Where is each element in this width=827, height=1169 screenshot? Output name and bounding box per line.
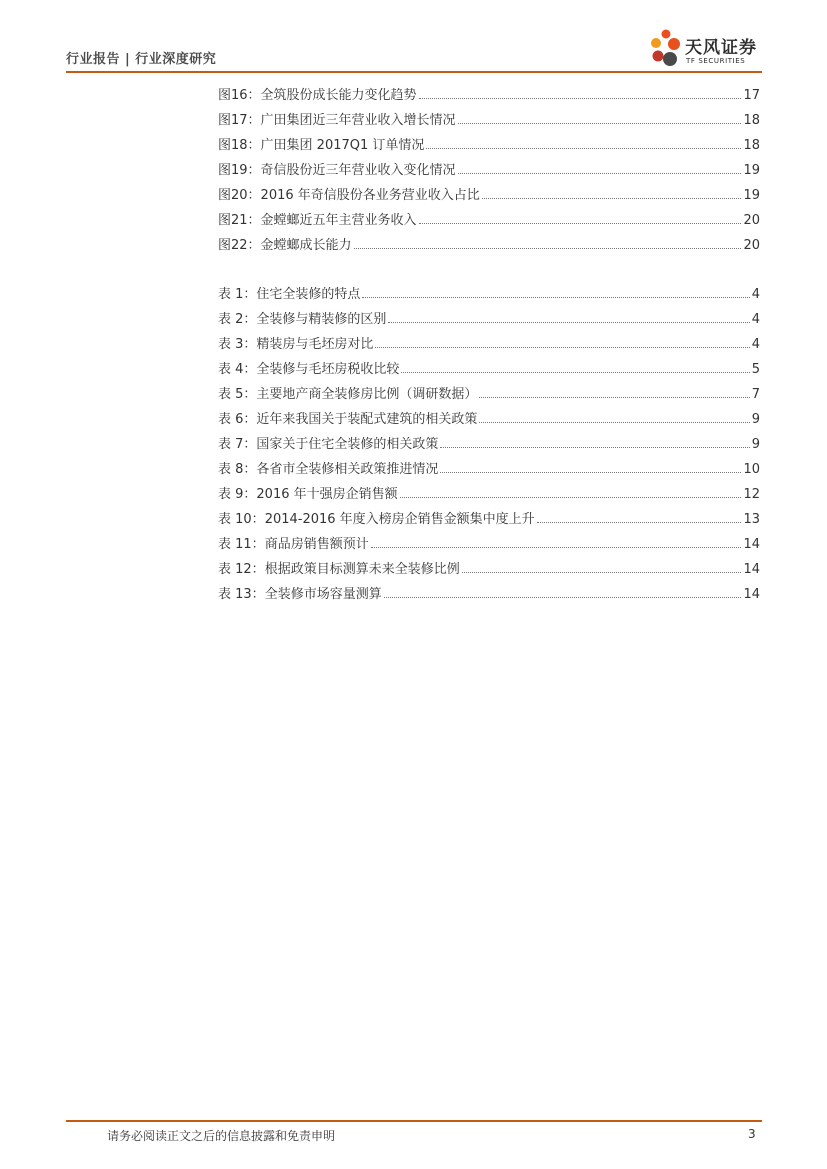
toc-entry-page: 17 (743, 88, 760, 103)
toc-entry-title: 国家关于住宅全装修的相关政策 (256, 437, 439, 452)
figure-toc-entry[interactable] (218, 128, 760, 153)
toc-entry-label: 表 2： (218, 312, 257, 327)
figure-toc-entry[interactable] (218, 78, 760, 103)
toc-entry-title: 各省市全装修相关政策推进情况 (256, 462, 439, 477)
toc-entry-page: 10 (743, 462, 760, 477)
figure-toc-entry[interactable] (218, 178, 760, 203)
toc-entry-title: 全筑股份成长能力变化趋势 (260, 88, 417, 103)
toc-entry-page: 14 (743, 587, 760, 602)
toc-entry-page: 4 (751, 337, 760, 352)
report-type-label: 行业报告 | 行业深度研究 (66, 52, 217, 67)
toc-entry-title: 2016 年奇信股份各业务营业收入占比 (260, 188, 480, 203)
header-divider (66, 71, 762, 73)
toc-dot-leader (426, 147, 741, 149)
brand-name-cn: 天风证券 (685, 38, 757, 58)
toc-entry-label: 表 12： (218, 562, 265, 577)
table-toc-entry[interactable] (218, 302, 760, 327)
brand-logo (648, 26, 768, 72)
toc-entry-label: 表 6： (218, 412, 257, 427)
toc-entry-page: 20 (743, 213, 760, 228)
toc-entry-title: 2016 年十强房企销售额 (256, 487, 398, 502)
toc-entry-page: 12 (743, 487, 760, 502)
toc-entry-label: 表 8： (218, 462, 257, 477)
toc-dot-leader (400, 496, 742, 498)
toc-entry-page: 9 (751, 437, 760, 452)
toc-dot-leader (371, 546, 742, 548)
toc-dot-leader (537, 521, 742, 523)
toc-entry-label: 表 10： (218, 512, 265, 527)
toc-dot-leader (384, 596, 742, 598)
toc-entry-page: 14 (743, 562, 760, 577)
toc-dot-leader (482, 197, 742, 199)
toc-entry-title: 金螳螂近五年主营业务收入 (260, 213, 417, 228)
table-toc-entry[interactable] (218, 477, 760, 502)
toc-entry-page: 18 (743, 113, 760, 128)
toc-entry-page: 13 (743, 512, 760, 527)
toc-dot-leader (440, 471, 741, 473)
footer-divider (66, 1120, 762, 1122)
toc-entry-title: 主要地产商全装修房比例（调研数据） (256, 387, 478, 402)
toc-entry-title: 根据政策目标测算未来全装修比例 (264, 562, 460, 577)
toc-entry-title: 金螳螂成长能力 (260, 238, 352, 253)
toc-entry-page: 18 (743, 138, 760, 153)
figure-toc-entry[interactable] (218, 228, 760, 253)
toc-entry-label: 表 9： (218, 487, 257, 502)
toc-entry-label: 图21： (218, 213, 261, 228)
table-toc-entry[interactable] (218, 377, 760, 402)
toc-dot-leader (375, 346, 749, 348)
toc-entry-title: 精装房与毛坯房对比 (256, 337, 374, 352)
toc-entry-page: 9 (751, 412, 760, 427)
toc-entry-title: 住宅全装修的特点 (256, 287, 361, 302)
toc-dot-leader (440, 446, 749, 448)
toc-entry-label: 表 1： (218, 287, 257, 302)
toc-entry-page: 14 (743, 537, 760, 552)
toc-entry-label: 图20： (218, 188, 261, 203)
toc-dot-leader (458, 172, 742, 174)
toc-entry-label: 表 3： (218, 337, 257, 352)
toc-entry-title: 2014-2016 年度入榜房企销售金额集中度上升 (264, 512, 535, 527)
toc-entry-title: 广田集团近三年营业收入增长情况 (260, 113, 456, 128)
toc-dot-leader (388, 321, 749, 323)
toc-dot-leader (401, 371, 749, 373)
table-toc-entry[interactable] (218, 577, 760, 602)
toc-entry-label: 图16： (218, 88, 261, 103)
toc-entry-label: 图17： (218, 113, 261, 128)
toc-entry-page: 19 (743, 188, 760, 203)
table-toc-entry[interactable] (218, 277, 760, 302)
table-toc-entry[interactable] (218, 452, 760, 477)
toc-dot-leader (462, 571, 742, 573)
toc-entry-page: 20 (743, 238, 760, 253)
table-toc-entry[interactable] (218, 327, 760, 352)
toc-entry-label: 表 11： (218, 537, 265, 552)
toc-entry-page: 4 (751, 287, 760, 302)
toc-entry-title: 全装修与精装修的区别 (256, 312, 387, 327)
toc-dot-leader (354, 247, 742, 249)
table-toc-entry[interactable] (218, 427, 760, 452)
footer-disclaimer: 请务必阅读正文之后的信息披露和免责申明 (107, 1129, 336, 1143)
toc-dot-leader (362, 296, 749, 298)
toc-entry-label: 表 5： (218, 387, 257, 402)
toc-entry-label: 图18： (218, 138, 261, 153)
table-toc-entry[interactable] (218, 402, 760, 427)
toc-entry-label: 图19： (218, 163, 261, 178)
toc-entry-title: 全装修市场容量测算 (264, 587, 382, 602)
table-toc-entry[interactable] (218, 352, 760, 377)
petal-logo-icon (648, 26, 684, 72)
toc-entry-page: 5 (751, 362, 760, 377)
figure-toc-entry[interactable] (218, 153, 760, 178)
table-toc-entry[interactable] (218, 527, 760, 552)
toc-entry-page: 7 (751, 387, 760, 402)
toc-dot-leader (479, 421, 749, 423)
table-list (218, 277, 760, 602)
figure-list (218, 78, 760, 253)
table-toc-entry[interactable] (218, 552, 760, 577)
toc-dot-leader (419, 97, 742, 99)
toc-dot-leader (419, 222, 742, 224)
page-number: 3 (748, 1127, 756, 1141)
toc-entry-page: 19 (743, 163, 760, 178)
toc-entry-label: 表 4： (218, 362, 257, 377)
figure-toc-entry[interactable] (218, 203, 760, 228)
toc-entry-label: 图22： (218, 238, 261, 253)
table-toc-entry[interactable] (218, 502, 760, 527)
toc-entry-page: 4 (751, 312, 760, 327)
toc-entry-label: 表 13： (218, 587, 265, 602)
toc-dot-leader (458, 122, 742, 124)
toc-entry-title: 近年来我国关于装配式建筑的相关政策 (256, 412, 478, 427)
brand-name-en: TF SECURITIES (686, 57, 746, 65)
toc-entry-title: 商品房销售额预计 (264, 537, 369, 552)
toc-entry-title: 广田集团 2017Q1 订单情况 (260, 138, 425, 153)
figure-toc-entry[interactable] (218, 103, 760, 128)
toc-entry-title: 全装修与毛坯房税收比较 (256, 362, 400, 377)
toc-entry-label: 表 7： (218, 437, 257, 452)
toc-dot-leader (479, 396, 749, 398)
toc-entry-title: 奇信股份近三年营业收入变化情况 (260, 163, 456, 178)
